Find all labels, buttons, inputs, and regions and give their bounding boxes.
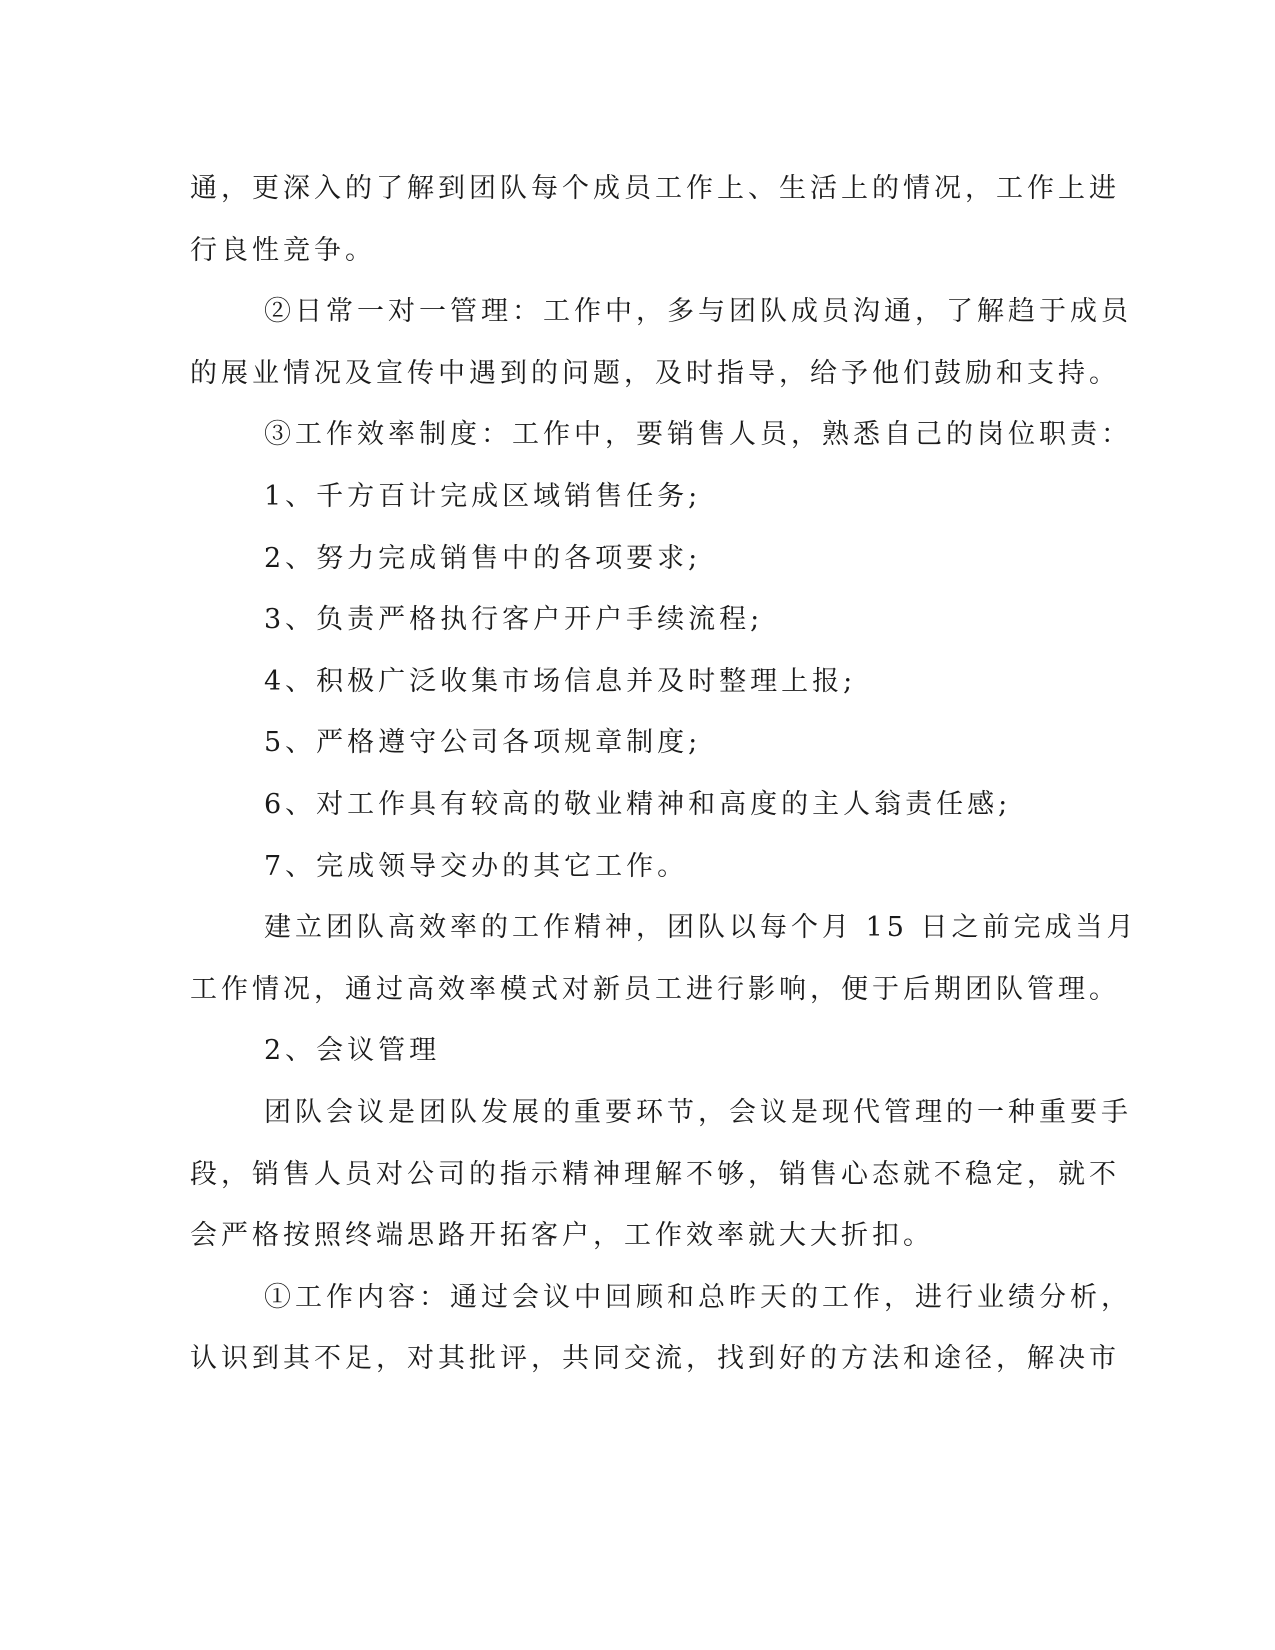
list-item: 5、严格遵守公司各项规章制度; <box>264 727 702 759</box>
text-line: ③工作效率制度：工作中，要销售人员，熟悉自己的岗位职责： <box>264 419 1132 451</box>
text-line: 段，销售人员对公司的指示精神理解不够，销售心态就不稳定，就不 <box>190 1158 1120 1190</box>
list-item: 7、完成领导交办的其它工作。 <box>264 850 689 882</box>
list-item: 3、负责严格执行客户开户手续流程; <box>264 604 764 636</box>
list-item: 6、对工作具有较高的敬业精神和高度的主人翁责任感; <box>264 788 1012 820</box>
text-line: ②日常一对一管理：工作中，多与团队成员沟通，了解趋于成员 <box>264 296 1132 328</box>
document-body <box>190 158 1138 1390</box>
text-line: 建立团队高效率的工作精神，团队以每个月 15 日之前完成当月 <box>264 912 1138 944</box>
text-line: 的展业情况及宣传中遇到的问题，及时指导，给予他们鼓励和支持。 <box>190 357 1120 389</box>
list-item: 4、积极广泛收集市场信息并及时整理上报; <box>264 665 857 697</box>
text-line: 行良性竞争。 <box>190 234 376 266</box>
text-line: 认识到其不足，对其批评，共同交流，找到好的方法和途径，解决市 <box>190 1343 1120 1375</box>
list-item: 1、千方百计完成区域销售任务; <box>264 480 702 512</box>
text-line: 团队会议是团队发展的重要环节，会议是现代管理的一种重要手 <box>264 1096 1132 1128</box>
section-heading: 2、会议管理 <box>264 1035 441 1067</box>
text-line: 工作情况，通过高效率模式对新员工进行影响，便于后期团队管理。 <box>190 973 1120 1005</box>
text-line: 通，更深入的了解到团队每个成员工作上、生活上的情况，工作上进 <box>190 173 1120 204</box>
list-item: 2、努力完成销售中的各项要求; <box>264 542 702 574</box>
text-line: ①工作内容：通过会议中回顾和总昨天的工作，进行业绩分析， <box>264 1281 1132 1313</box>
text-line: 会严格按照终端思路开拓客户，工作效率就大大折扣。 <box>190 1220 934 1252</box>
